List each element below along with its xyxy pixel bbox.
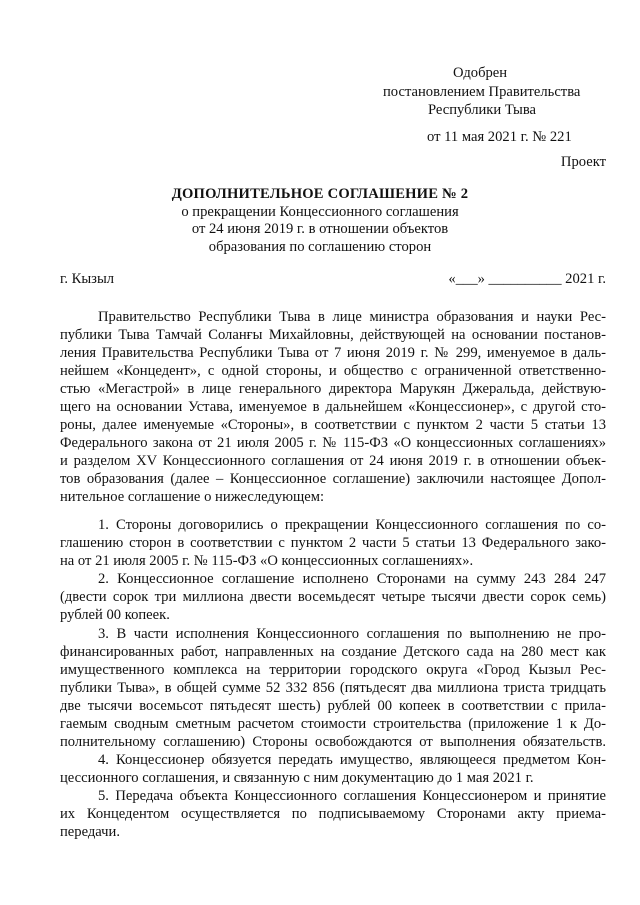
place-label: г. Кызыл: [60, 271, 115, 287]
preamble-line: нейшем «Концедент», с одной стороны, и общество с ограниченной ответственно-: [60, 363, 606, 379]
clause-line: цессионного соглашения, и связанную с ним документацию до 1 мая 2021 г.: [60, 770, 534, 786]
document-subtitle-3: образования по соглашению сторон: [208, 239, 432, 255]
clause-line: имущественного комплекса на территории городского округа «Город Кызыл Рес-: [60, 662, 606, 678]
clause-line: 4. Концессионер обязуется передать имущество, являющееся предметом Кон-: [98, 752, 606, 768]
clause-line: 3. В части исполнения Концессионного соглашения по выполнению не про-: [98, 626, 606, 642]
clause-line: финансированных работ, направленных на создание Детского сада на 280 мест как: [60, 644, 606, 660]
date-blank: «___» __________ 2021 г.: [448, 271, 606, 287]
preamble-line: и разделом XV Концессионного соглашения от 24 июня 2019 г. в отношении объек-: [60, 453, 606, 469]
preamble-line: нительное соглашение о нижеследующем:: [60, 489, 325, 505]
clause-line: (двести сорок три миллиона двести восемьдесят четыре тысячи двести сорок семь): [60, 589, 606, 605]
clause-line: 5. Передача объекта Концессионного соглашения Концессионером и принятие: [98, 788, 606, 804]
clause-line: полнительному соглашению) Стороны освобождаются от выполнения обязательств.: [60, 734, 606, 750]
preamble-line: ления Правительства Республики Тыва от 7 июня 2019 г. № 299, именуемое в даль-: [60, 345, 606, 361]
approval-line-2: постановлением Правительства: [383, 84, 581, 100]
clause-line: 2. Концессионное соглашение исполнено Сторонами на сумму 243 284 247: [98, 571, 606, 587]
document-subtitle-2: от 24 июня 2019 г. в отношении объектов: [191, 221, 449, 237]
clause-line: глашению сторон в соответствии с пунктом 2 части 5 статьи 13 Федерального зако-: [60, 535, 606, 551]
clause-line: передачи.: [60, 824, 120, 840]
preamble-line: тов образования (далее – Концессионное соглашение) заключили настоящее Допол-: [60, 471, 606, 487]
clause-line: на от 21 июля 2005 г. № 115-ФЗ «О концессионных соглашениях».: [60, 553, 474, 569]
clause-line: две тысячи восемьсот пятьдесят шесть) рублей 00 копеек в соответствии с прила-: [60, 698, 606, 714]
clause-line: рублей 00 копеек.: [60, 607, 170, 623]
clause-line: 1. Стороны договорились о прекращении Концессионного соглашения по со-: [98, 517, 606, 533]
preamble-line: щего на основании Устава, именуемое в дальнейшем «Концессионер», с другой сто-: [60, 399, 606, 415]
approval-line-3: Республики Тыва: [428, 102, 537, 118]
document-subtitle-1: о прекращении Концессионного соглашения: [181, 204, 459, 220]
clause-line: публики Тыва», в общей сумме 52 332 856 (пятьдесят два миллиона триста тридцать: [60, 680, 606, 696]
preamble-line: роны, далее именуемые «Стороны», в соответствии с пунктом 2 части 5 статьи 13: [60, 417, 606, 433]
clause-line: гаемым сводным сметным расчетом стоимости строительства (приложение 1 к До-: [60, 716, 606, 732]
preamble-line: стью «Мегастрой» в лице генерального директора Марукян Джеральда, действую-: [60, 381, 606, 397]
preamble-line: Федерального закона от 21 июля 2005 г. № 115-ФЗ «О концессионных соглашениях»: [60, 435, 606, 451]
approval-line-1: Одобрен: [453, 65, 508, 81]
clause-line: их Концедентом осуществляется по подписываемому Сторонами акту приема-: [60, 806, 606, 822]
preamble-line: Правительство Республики Тыва в лице министра образования и науки Рес-: [98, 309, 606, 325]
draft-label: Проект: [560, 154, 606, 170]
document-title: ДОПОЛНИТЕЛЬНОЕ СОГЛАШЕНИЕ № 2: [171, 186, 469, 202]
approval-date: от 11 мая 2021 г. № 221: [427, 129, 572, 145]
preamble-line: публики Тыва Тамчай Соланғы Михайловны, действующей на основании постанов-: [60, 327, 606, 343]
